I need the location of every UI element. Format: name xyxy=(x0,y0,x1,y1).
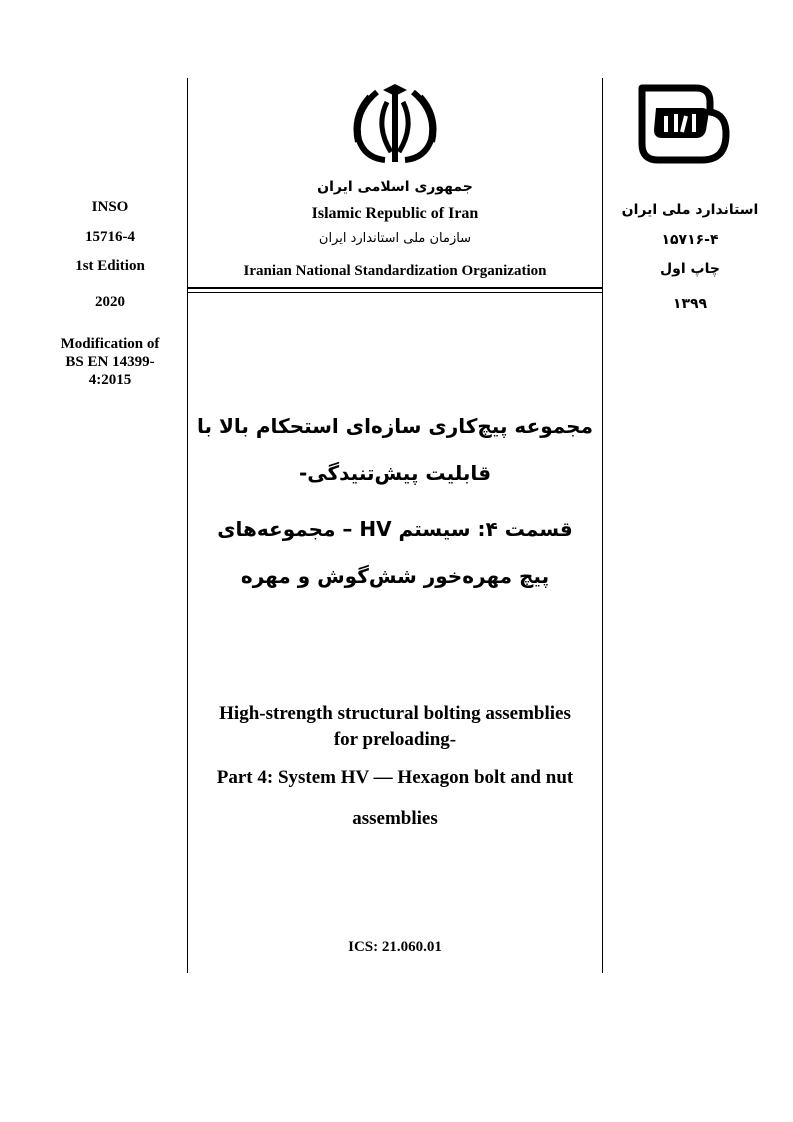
year-fa: ۱۳۹۹ xyxy=(672,296,708,312)
header-republic-fa: جمهوری اسلامی ایران xyxy=(317,179,473,195)
modification-line: 4:2015 xyxy=(88,372,132,388)
year: 2020 xyxy=(95,294,125,310)
modification-line: BS EN 14399- xyxy=(65,354,155,370)
title-en-line: High-strength structural bolting assemblies xyxy=(219,703,571,724)
header-rule-thin xyxy=(187,292,603,293)
standard-number-fa: ۱۵۷۱۶-۴ xyxy=(661,232,719,248)
title-fa-line: مجموعه پیچ‌کاری سازه‌ای استحکام بالا با xyxy=(197,414,593,438)
title-en-line: Part 4: System HV — Hexagon bolt and nut xyxy=(216,767,574,788)
title-fa-line: قسمت ۴: سیستم HV – مجموعه‌های xyxy=(217,517,573,541)
title-en-line: for preloading- xyxy=(333,729,457,750)
header-org-en: Iranian National Standardization Organization xyxy=(243,263,547,279)
header-republic-en: Islamic Republic of Iran xyxy=(311,205,479,222)
edition-fa: چاپ اول xyxy=(660,261,720,277)
header-org-fa: سازمان ملی استاندارد ایران xyxy=(318,231,472,246)
title-en-line: assemblies xyxy=(352,808,438,829)
isiri-logo-icon xyxy=(636,84,730,164)
standard-number: 15716-4 xyxy=(85,229,135,245)
right-divider xyxy=(602,78,603,973)
standard-code: INSO xyxy=(91,199,129,215)
header-rule-thick xyxy=(187,287,603,289)
edition: 1st Edition xyxy=(75,258,145,274)
title-fa-line: پیچ مهره‌خور شش‌گوش و مهره xyxy=(240,564,550,588)
modification-note xyxy=(40,335,180,389)
ics-code: ICS: 21.060.01 xyxy=(348,939,442,955)
title-fa-line: قابلیت پیش‌تنیدگی- xyxy=(298,461,492,485)
modification-line: Modification of xyxy=(60,336,160,352)
iran-emblem-icon xyxy=(347,82,443,168)
standard-title-fa: استاندارد ملی ایران xyxy=(621,202,759,218)
